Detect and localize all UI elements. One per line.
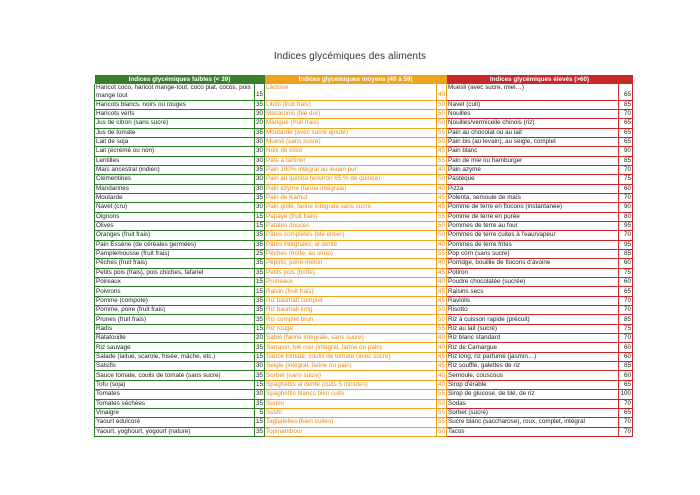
table-row <box>95 268 633 277</box>
low-food-cell: Yaourt édulcoré <box>95 418 255 427</box>
high-value-cell: 65 <box>619 287 633 296</box>
medium-food-cell: Pain de Kamut <box>265 193 437 202</box>
low-value-cell: 30 <box>256 175 264 183</box>
low-value-cell: 35 <box>256 315 264 323</box>
high-value-cell: 70 <box>619 296 633 305</box>
medium-food-cell: Pain azyme (farine intégrale) <box>265 184 437 193</box>
medium-food-cell: Patates douces <box>265 221 437 230</box>
low-value-cell: 30 <box>256 390 264 398</box>
high-food-cell: Potiron <box>447 268 619 277</box>
low-value-cell: 35 <box>256 427 264 435</box>
table-row <box>95 100 633 109</box>
medium-value-cell: 55 <box>438 324 446 332</box>
table-row <box>95 306 633 315</box>
page-title: Indices glycémiques des aliments <box>273 51 427 62</box>
medium-value-cell: 45 <box>438 203 446 211</box>
medium-value-cell: 45 <box>438 352 446 360</box>
medium-food-cell: Riz complet brun <box>265 315 437 324</box>
high-food-cell: Muesli (avec sucre, miel…) <box>447 84 619 100</box>
high-food-cell: Porridge, bouillie de flocons d'avoine <box>447 259 619 268</box>
low-value-cell: 35 <box>256 306 264 314</box>
table-row <box>95 334 633 343</box>
low-value-cell: 35 <box>256 343 264 351</box>
high-value-cell: 85 <box>619 315 633 324</box>
table-row <box>95 324 633 333</box>
high-value-cell: 70 <box>619 427 633 436</box>
high-value-cell: 95 <box>619 221 633 230</box>
high-value-cell: 65 <box>619 119 633 128</box>
high-food-cell: Sorbet (sucré) <box>447 408 619 417</box>
high-value-cell: 60 <box>619 184 633 193</box>
low-value-cell: 20 <box>256 334 264 342</box>
high-value-cell: 60 <box>619 343 633 352</box>
low-food-cell: Clémentines <box>95 175 255 184</box>
medium-value-cell: 40 <box>438 240 446 248</box>
low-food-cell: Lentilles <box>95 156 255 165</box>
medium-food-cell: Sorbet (sans sucre) <box>265 371 437 380</box>
low-food-cell: Olives <box>95 221 255 230</box>
low-food-cell: Tomates <box>95 390 255 399</box>
medium-value-cell: 40 <box>438 166 446 174</box>
low-food-cell: Maïs ancestral (indien) <box>95 165 255 174</box>
table-row <box>95 128 633 137</box>
low-food-cell: Vinaigre <box>95 408 255 417</box>
medium-value-cell: 40 <box>437 84 447 100</box>
low-value-cell: 30 <box>256 203 264 211</box>
low-value-cell: 5 <box>255 408 265 417</box>
table-row <box>95 250 633 259</box>
high-food-cell: Riz blanc standard <box>447 334 619 343</box>
low-value-cell: 35 <box>256 100 264 108</box>
low-value-cell: 35 <box>256 371 264 379</box>
low-food-cell: Haricots blancs, noirs ou rouges <box>95 100 255 109</box>
high-food-cell: Pomme de terre en flocons (instantanée) <box>447 203 619 212</box>
table-row <box>95 390 633 399</box>
low-food-cell: Haricots verts <box>95 109 255 118</box>
low-food-cell: Haricot coco, haricot mange-tout, coco plat, cocos, pois mange tout <box>95 84 255 100</box>
high-food-cell: Pain blanc <box>447 147 619 156</box>
low-value-cell: 35 <box>256 194 264 202</box>
table-row <box>95 175 633 184</box>
high-food-cell: Poudre chocolatée (sucrée) <box>447 278 619 287</box>
low-value-cell: 35 <box>256 296 264 304</box>
medium-food-cell: Pepino, poire-melon <box>265 259 437 268</box>
high-value-cell: 65 <box>619 137 633 146</box>
high-food-cell: Pain au chocolat ou au lait <box>447 128 619 137</box>
high-value-cell: 70 <box>619 109 633 118</box>
medium-food-cell: Macaronis (blé dur) <box>265 109 437 118</box>
table-row <box>95 203 633 212</box>
high-food-cell: Pommes de terre cuites à l'eau/vapeur <box>447 231 619 240</box>
medium-value-cell: 50 <box>438 231 446 239</box>
low-food-cell: Navet (cru) <box>95 203 255 212</box>
high-value-cell: 90 <box>619 203 633 212</box>
high-food-cell: Pommes de terre au four <box>447 221 619 230</box>
low-food-cell: Salade (laitue, scarole, frisée, mâche, etc.) <box>95 352 255 361</box>
medium-value-cell: 45 <box>438 287 446 295</box>
low-food-cell: Jus de citron (sans sucre) <box>95 119 255 128</box>
medium-value-cell: 40 <box>438 380 446 388</box>
low-value-cell: 35 <box>256 399 264 407</box>
low-value-cell: 15 <box>256 222 264 230</box>
medium-food-cell: Noix de coco <box>265 147 437 156</box>
medium-food-cell: Pruneaux <box>265 278 437 287</box>
high-value-cell: 60 <box>619 352 633 361</box>
high-food-cell: Nouilles/vermicelle chinois (riz) <box>447 119 619 128</box>
high-food-cell: Pain de mie ou hamburger <box>447 156 619 165</box>
low-food-cell: Jus de tomate <box>95 128 255 137</box>
low-value-cell: 15 <box>256 278 264 286</box>
medium-value-cell: 45 <box>438 362 446 370</box>
high-food-cell: Sirop d'érable <box>447 380 619 389</box>
table-row <box>95 156 633 165</box>
table-row <box>95 165 633 174</box>
table-row <box>95 84 633 100</box>
medium-food-cell: Lactose <box>265 84 437 100</box>
high-value-cell: 70 <box>619 399 633 408</box>
medium-food-cell: Pâtes intégrales, al dente <box>265 240 437 249</box>
medium-food-cell: Sarrasin, blé noir (intégral, farine ou pain) <box>265 343 437 352</box>
high-value-cell: 85 <box>619 250 633 259</box>
high-food-cell: Semoule, couscous <box>447 371 619 380</box>
low-food-cell: Petits pois (frais), pois chiches, fafanel <box>95 268 255 277</box>
medium-value-cell: 55 <box>438 418 446 426</box>
table-row <box>95 408 633 417</box>
medium-food-cell: Sushi <box>265 408 437 417</box>
low-food-cell: Salsifis <box>95 362 255 371</box>
low-value-cell: 25 <box>256 250 264 258</box>
table-row <box>95 371 633 380</box>
high-value-cell: 70 <box>619 231 633 240</box>
high-value-cell: 70 <box>619 334 633 343</box>
high-value-cell: 90 <box>619 147 633 156</box>
low-food-cell: Lait de soja <box>95 137 255 146</box>
header-low-gi: Indices glycémiques faibles (< 39) <box>95 75 265 84</box>
glycemic-index-table <box>94 75 633 437</box>
medium-food-cell: Tagliatelles (bien cuites) <box>265 418 437 427</box>
high-value-cell: 60 <box>619 278 633 287</box>
low-value-cell: 35 <box>256 128 264 136</box>
high-food-cell: Riz de Camargue <box>447 343 619 352</box>
medium-value-cell: 50 <box>438 306 446 314</box>
high-food-cell: Pop corn (sans sucre) <box>447 250 619 259</box>
high-value-cell: 70 <box>619 193 633 202</box>
table-row <box>95 287 633 296</box>
high-value-cell: 75 <box>619 268 633 277</box>
high-value-cell: 65 <box>619 380 633 389</box>
low-value-cell: 35 <box>256 166 264 174</box>
high-value-cell: 70 <box>619 306 633 315</box>
low-value-cell: 30 <box>256 138 264 146</box>
low-value-cell: 30 <box>256 184 264 192</box>
high-food-cell: Pizza <box>447 184 619 193</box>
medium-value-cell: 50 <box>438 175 446 183</box>
table-row <box>95 240 633 249</box>
high-value-cell: 70 <box>619 165 633 174</box>
low-value-cell: 15 <box>256 324 264 332</box>
medium-food-cell: Moutarde (avec sucre ajouté) <box>265 128 437 137</box>
table-row <box>95 221 633 230</box>
low-value-cell: 30 <box>256 362 264 370</box>
medium-value-cell: 40 <box>438 278 446 286</box>
medium-food-cell: Pêches (boîte, au sirop) <box>265 250 437 259</box>
table-row <box>95 109 633 118</box>
medium-value-cell: 45 <box>438 296 446 304</box>
low-food-cell: Lait (écrémé ou non) <box>95 147 255 156</box>
header-high-gi: Indices glycémiques élevés (>60) <box>447 75 633 84</box>
high-value-cell: 100 <box>620 390 632 398</box>
low-food-cell: Poivrons <box>95 287 255 296</box>
medium-food-cell: Sauce tomate, coulis de tomate (avec sucre) <box>265 352 437 361</box>
low-food-cell: Pomme (compote) <box>95 296 255 305</box>
table-row <box>95 212 633 221</box>
high-value-cell: 95 <box>619 240 633 249</box>
high-value-cell: 65 <box>619 84 633 100</box>
medium-food-cell: Spaghettis al dente (cuits 5 minutes) <box>265 380 437 389</box>
medium-value-cell: 55 <box>438 156 446 164</box>
low-food-cell: Poireaux <box>95 278 255 287</box>
high-value-cell: 85 <box>619 362 633 371</box>
medium-value-cell: 50 <box>438 100 446 108</box>
low-food-cell: Mandarines <box>95 184 255 193</box>
high-value-cell: 75 <box>619 324 633 333</box>
high-food-cell: Sucre blanc (saccharose), roux, complet, intégral <box>447 418 619 427</box>
low-value-cell: 15 <box>256 418 264 426</box>
low-food-cell: Oignons <box>95 212 255 221</box>
low-value-cell: 15 <box>255 84 265 100</box>
low-value-cell: 30 <box>256 156 264 164</box>
medium-value-cell: 55 <box>438 128 446 136</box>
high-food-cell: Pain bis (au levain), au seigle, complet <box>447 137 619 146</box>
high-food-cell: Pastèque <box>447 175 619 184</box>
medium-food-cell: Pâte à tartiner <box>265 156 437 165</box>
high-value-cell: 65 <box>619 128 633 137</box>
high-food-cell: Riz à cuisson rapide (précuit) <box>447 315 619 324</box>
medium-value-cell: 50 <box>438 109 446 117</box>
low-food-cell: Tomates séchées <box>95 399 255 408</box>
low-food-cell: Tofu (soja) <box>95 380 255 389</box>
low-value-cell: 30 <box>256 147 264 155</box>
high-food-cell: Nouilles <box>447 109 619 118</box>
high-value-cell: 85 <box>619 156 633 165</box>
low-food-cell: Yaourt, yoghourt, yogourt (nature) <box>95 427 255 436</box>
high-food-cell: Polenta, semoule de maïs <box>447 193 619 202</box>
low-food-cell: Oranges (fruit frais) <box>95 231 255 240</box>
medium-food-cell: Raisin (fruit frais) <box>265 287 437 296</box>
table-row <box>95 231 633 240</box>
table-row <box>95 362 633 371</box>
low-value-cell: 35 <box>256 259 264 267</box>
medium-food-cell: Riz basmati long <box>265 306 437 315</box>
low-value-cell: 15 <box>256 380 264 388</box>
table-row <box>95 184 633 193</box>
medium-food-cell: Riz rouge <box>265 324 437 333</box>
low-food-cell: Prunes (fruit frais) <box>95 315 255 324</box>
high-food-cell: Raisins secs <box>447 287 619 296</box>
medium-value-cell: 55 <box>438 408 446 416</box>
medium-food-cell: Pain 100% intégral au levain pur <box>265 165 437 174</box>
table-row <box>95 278 633 287</box>
medium-value-cell: 55 <box>438 212 446 220</box>
high-value-cell: 60 <box>619 371 633 380</box>
medium-food-cell: Pain au quinoa (environ 65 % de quinoa) <box>265 175 437 184</box>
low-food-cell: Pomme, poire (fruit frais) <box>95 306 255 315</box>
low-value-cell: 35 <box>256 240 264 248</box>
low-food-cell: Pamplemousse (fruit frais) <box>95 250 255 259</box>
medium-food-cell: Sablé (farine intégrale, sans sucre) <box>265 334 437 343</box>
medium-value-cell: 45 <box>438 147 446 155</box>
medium-value-cell: 40 <box>438 334 446 342</box>
low-value-cell: 15 <box>256 352 264 360</box>
medium-value-cell: 55 <box>438 390 446 398</box>
medium-value-cell: 40 <box>438 343 446 351</box>
table-header-row <box>95 75 633 84</box>
low-food-cell: Moutarde <box>95 193 255 202</box>
medium-value-cell: 45 <box>438 268 446 276</box>
low-food-cell: Ratatouille <box>95 334 255 343</box>
low-food-cell: Pêches (fruit frais) <box>95 259 255 268</box>
medium-value-cell: 55 <box>438 250 446 258</box>
high-food-cell: Riz soufflé, galettes de riz <box>447 362 619 371</box>
table-row <box>95 399 633 408</box>
table-body <box>95 84 633 436</box>
high-food-cell: Riz long, riz parfumé (jasmin…) <box>447 352 619 361</box>
high-food-cell: Riz au lait (sucré) <box>447 324 619 333</box>
medium-value-cell: 40 <box>438 371 446 379</box>
low-food-cell: Pain Essène (de céréales germées) <box>95 240 255 249</box>
medium-food-cell: Muesli (sans sucre) <box>265 137 437 146</box>
medium-food-cell: Mangue (fruit frais) <box>265 119 437 128</box>
table-row <box>95 193 633 202</box>
high-food-cell: Raviolis <box>447 296 619 305</box>
medium-food-cell: Surimi <box>265 399 437 408</box>
high-food-cell: Sodas <box>447 399 619 408</box>
header-medium-gi: Indices glycémiques moyens (40 à 59) <box>265 75 447 84</box>
high-value-cell: 85 <box>619 100 633 109</box>
low-value-cell: 30 <box>256 109 264 117</box>
high-food-cell: Tacos <box>447 427 619 436</box>
medium-food-cell: Riz basmati complet <box>265 296 437 305</box>
medium-value-cell: 40 <box>438 259 446 267</box>
medium-value-cell: 50 <box>438 315 446 323</box>
medium-food-cell: Spaghettis blancs bien cuits <box>265 390 437 399</box>
medium-value-cell: 50 <box>438 222 446 230</box>
table-row <box>95 119 633 128</box>
medium-food-cell: Topinambour <box>265 427 437 436</box>
low-food-cell: Riz sauvage <box>95 343 255 352</box>
high-food-cell: Pommes de terre frites <box>447 240 619 249</box>
high-food-cell: Pain azyme <box>447 165 619 174</box>
medium-food-cell: Petits pois (boîte) <box>265 268 437 277</box>
low-value-cell: 35 <box>256 268 264 276</box>
table-row <box>95 147 633 156</box>
high-value-cell: 65 <box>619 408 633 417</box>
table-row <box>95 427 633 436</box>
low-value-cell: 15 <box>256 212 264 220</box>
high-value-cell: 80 <box>619 212 633 221</box>
low-value-cell: 15 <box>256 287 264 295</box>
medium-food-cell: Seigle (intégral, farine ou pain) <box>265 362 437 371</box>
low-food-cell: Sauce tomate, coulis de tomate (sans sucre) <box>95 371 255 380</box>
medium-value-cell: 45 <box>438 194 446 202</box>
table-row <box>95 343 633 352</box>
medium-food-cell: Papaye (fruit frais) <box>265 212 437 221</box>
low-value-cell: 20 <box>256 119 264 127</box>
medium-food-cell: Pain grillé, farine intégrale sans sucre <box>265 203 437 212</box>
high-food-cell: Navet (cuit) <box>447 100 619 109</box>
table-row <box>95 418 633 427</box>
table-row <box>95 380 633 389</box>
high-value-cell: 70 <box>619 418 633 427</box>
medium-value-cell: 50 <box>438 399 446 407</box>
medium-value-cell: 50 <box>438 138 446 146</box>
high-value-cell: 60 <box>619 259 633 268</box>
high-food-cell: Risotto <box>447 306 619 315</box>
medium-value-cell: 50 <box>438 119 446 127</box>
high-value-cell: 75 <box>619 175 633 184</box>
table-row <box>95 315 633 324</box>
table-row <box>95 137 633 146</box>
high-food-cell: Pomme de terre en purée <box>447 212 619 221</box>
table-row <box>95 259 633 268</box>
low-food-cell: Radis <box>95 324 255 333</box>
medium-food-cell: Litchi (fruit frais) <box>265 100 437 109</box>
medium-value-cell: 40 <box>438 184 446 192</box>
medium-value-cell: 50 <box>438 427 446 435</box>
table-row <box>95 296 633 305</box>
medium-food-cell: Pâtes complètes (blé entier) <box>265 231 437 240</box>
high-food-cell: Sirop de glucose, de blé, de riz <box>447 390 619 399</box>
low-value-cell: 35 <box>256 231 264 239</box>
table-row <box>95 352 633 361</box>
